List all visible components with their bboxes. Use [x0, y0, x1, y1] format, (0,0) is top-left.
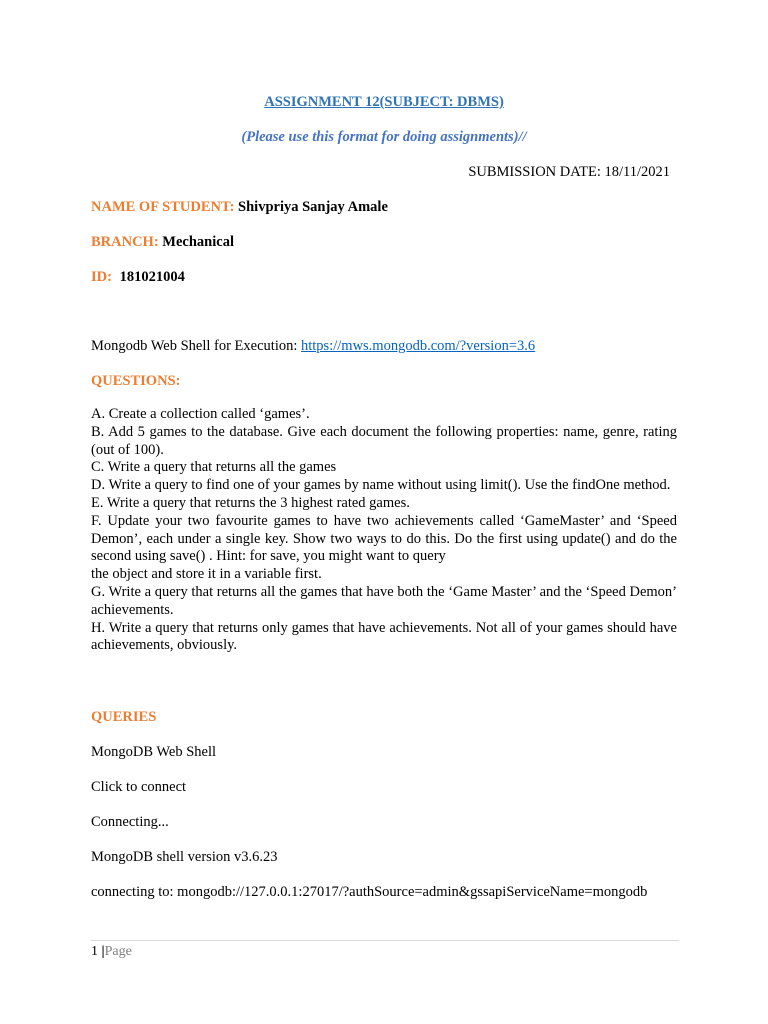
page-separator: |	[101, 944, 105, 959]
question-item: the object and store it in a variable first.	[91, 566, 322, 583]
format-note: (Please use this format for doing assignments)//	[241, 129, 527, 145]
student-name-label: NAME OF STUDENT:	[91, 199, 235, 215]
question-item: A. Create a collection called ‘games’.	[91, 406, 310, 422]
question-item: G. Write a query that returns all the games that have both the ‘Game Master’ and the ‘Speed Demon’ achievements.	[91, 583, 677, 618]
page-footer	[91, 944, 132, 960]
branch-label: BRANCH:	[91, 234, 159, 250]
page-label: Page	[104, 944, 132, 959]
web-shell-link[interactable]: https://mws.mongodb.com/?version=3.6	[301, 338, 536, 354]
page-number: 1	[91, 944, 98, 959]
branch-field	[91, 234, 234, 251]
assignment-title: ASSIGNMENT 12(SUBJECT: DBMS)	[264, 94, 504, 110]
student-name-field	[91, 199, 388, 216]
question-item: C. Write a query that returns all the games	[91, 459, 337, 476]
web-shell-prefix: Mongodb Web Shell for Execution:	[91, 338, 301, 354]
question-item: H. Write a query that returns only games that have achievements. Not all of your games should have achievements, obviously.	[91, 619, 677, 654]
query-output-line: Connecting...	[91, 814, 169, 830]
question-item: B. Add 5 games to the database. Give each document the following properties: name, genre, rating (out of 100).	[91, 423, 677, 458]
query-output-line: MongoDB shell version v3.6.23	[91, 849, 278, 865]
id-label: ID:	[91, 269, 112, 285]
query-output-line: Click to connect	[91, 779, 187, 795]
questions-list	[91, 406, 677, 655]
id-field	[91, 269, 185, 286]
id-value: 181021004	[119, 269, 185, 285]
question-item: E. Write a query that returns the 3 highest rated games.	[91, 494, 410, 511]
question-item: D. Write a query to find one of your games by name without using limit(). Use the findOne method.	[91, 477, 671, 494]
web-shell-line	[91, 338, 535, 355]
queries-heading: QUERIES	[91, 709, 157, 725]
branch-value: Mechanical	[162, 234, 234, 250]
footer-divider	[91, 940, 679, 941]
student-name-value: Shivpriya Sanjay Amale	[238, 199, 388, 215]
questions-heading: QUESTIONS:	[91, 373, 181, 389]
question-item: F. Update your two favourite games to have two achievements called ‘GameMaster’ and ‘Speed Demon’, each under a single key. Show two ways to do this. Do the first using update() and do the second using save() . Hint: for save, you might want to query	[91, 512, 677, 565]
submission-date: SUBMISSION DATE: 18/11/2021	[468, 164, 670, 180]
query-output-line: MongoDB Web Shell	[91, 744, 217, 760]
query-output-line: connecting to: mongodb://127.0.0.1:27017/?authSource=admin&gssapiServiceName=mongodb	[91, 884, 648, 900]
